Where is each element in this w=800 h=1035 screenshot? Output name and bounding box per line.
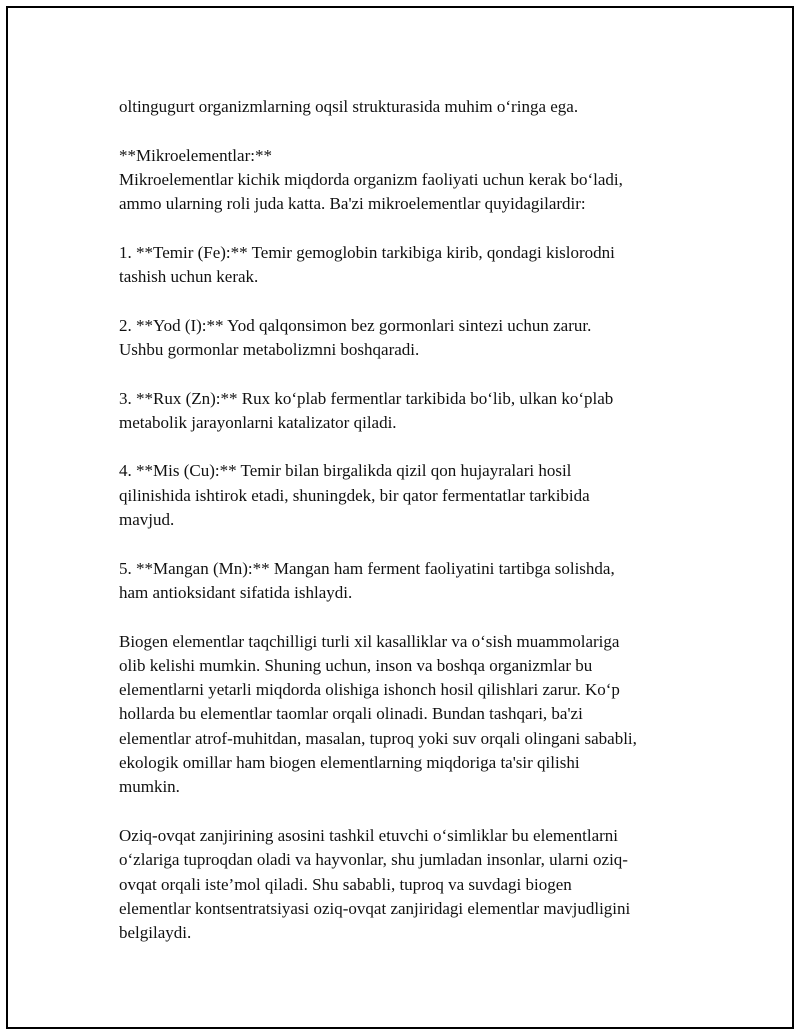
paragraph [119, 95, 689, 119]
paragraph-gap [119, 362, 689, 386]
text-line: olib kelishi mumkin. Shuning uchun, inson va boshqa organizmlar bu [119, 655, 593, 675]
text-line: Biogen elementlar taqchilligi turli xil kasalliklar va o‘sish muammolariga [119, 631, 620, 651]
text-line: elementlarni yetarli miqdorda olishiga ishonch hosil qilishlari zarur. Ko‘p [119, 680, 620, 700]
text-line: elementlar atrof-muhitdan, masalan, tuproq yoki suv orqali olingani sababli, [119, 728, 637, 748]
text-line: ovqat orqali iste’mol qiladi. Shu sababli, tuproq va suvdagi biogen [119, 874, 572, 894]
paragraph-gap [119, 216, 689, 240]
paragraph-gap [119, 119, 689, 143]
text-line: Mikroelementlar kichik miqdorda organizm faoliyati uchun kerak bo‘ladi, [119, 169, 623, 189]
text-line: oltingugurt organizmlarning oqsil strukturasida muhim o‘ringa ega. [119, 97, 579, 116]
text-line: metabolik jarayonlarni katalizator qiladi. [119, 412, 397, 432]
text-line: hollarda bu elementlar taomlar orqali olinadi. Bundan tashqari, ba'zi [119, 704, 583, 724]
list-item-temir [119, 241, 689, 290]
text-line: tashish uchun kerak. [119, 267, 259, 287]
text-line: ham antioksidant sifatida ishlaydi. [119, 582, 353, 602]
section-heading: **Mikroelementlar:** [119, 145, 272, 165]
text-line: 1. **Temir (Fe):** Temir gemoglobin tarkibiga kirib, qondagi kislorodni [119, 242, 615, 262]
paragraph-oziq-ovqat [119, 824, 689, 945]
text-line: 3. **Rux (Zn):** Rux ko‘plab fermentlar tarkibida bo‘lib, ulkan ko‘plab [119, 388, 614, 408]
text-line: Ushbu gormonlar metabolizmni boshqaradi. [119, 339, 420, 359]
list-item-rux [119, 387, 689, 436]
text-line: mavjud. [119, 510, 175, 530]
paragraph-gap [119, 800, 689, 824]
text-line: elementlar kontsentratsiyasi oziq-ovqat zanjiridagi elementlar mavjudligini [119, 898, 631, 918]
text-line: ekologik omillar ham biogen elementlarning miqdoriga ta'sir qilishi [119, 753, 580, 773]
paragraph-gap [119, 605, 689, 629]
paragraph-gap [119, 532, 689, 556]
text-line: 5. **Mangan (Mn):** Mangan ham ferment faoliyatini tartibga solishda, [119, 558, 615, 578]
list-item-mangan [119, 557, 689, 606]
page-frame [6, 6, 794, 1029]
list-item-yod [119, 314, 689, 363]
paragraph-taqchillik [119, 630, 689, 800]
section-mikroelementlar [119, 144, 689, 217]
text-line: Oziq-ovqat zanjirining asosini tashkil etuvchi o‘simliklar bu elementlarni [119, 825, 619, 845]
text-line: belgilaydi. [119, 923, 192, 943]
paragraph-gap [119, 435, 689, 459]
text-line: 2. **Yod (I):** Yod qalqonsimon bez gormonlari sintezi uchun zarur. [119, 315, 592, 335]
document-body [119, 95, 689, 945]
text-line: qilinishida ishtirok etadi, shuningdek, bir qator fermentatlar tarkibida [119, 485, 590, 505]
list-item-mis [119, 459, 689, 532]
paragraph-gap [119, 289, 689, 313]
text-line: 4. **Mis (Cu):** Temir bilan birgalikda qizil qon hujayralari hosil [119, 461, 572, 481]
text-line: mumkin. [119, 777, 180, 797]
text-line: o‘zlariga tuproqdan oladi va hayvonlar, shu jumladan insonlar, ularni oziq- [119, 850, 628, 870]
text-line: ammo ularning roli juda katta. Ba'zi mikroelementlar quyidagilardir: [119, 194, 586, 214]
